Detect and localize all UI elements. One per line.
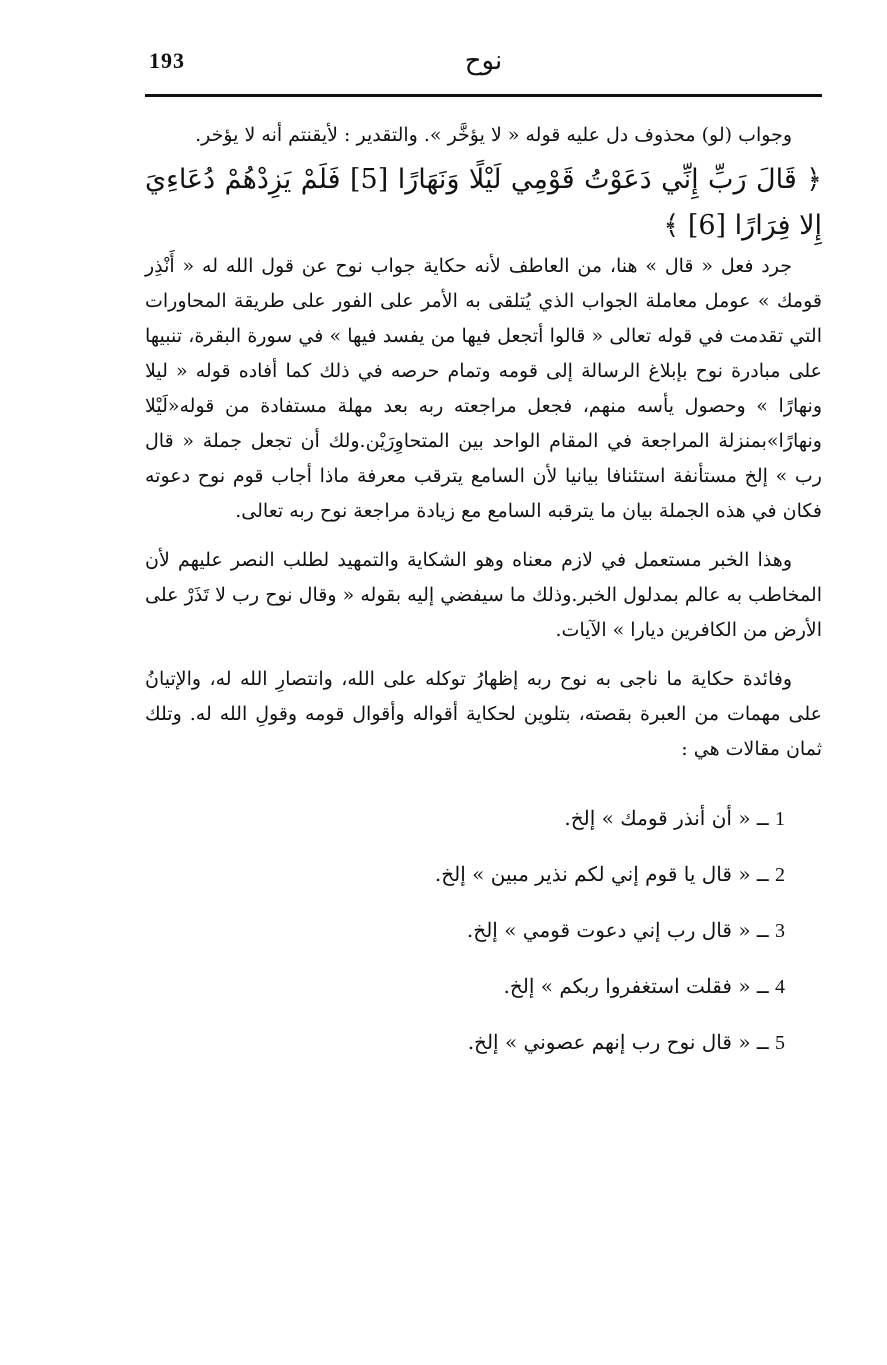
main-text: [145, 118, 822, 1071]
list-item: [145, 959, 822, 1015]
paragraph-commentary-3: وفائدة حكاية ما ناجى به نوح ربه إظهارُ توكله على الله، وانتصارِ الله له، والإتيانُ على مهمات من العبرة بقصته، بتلوين لحكاية أقواله وأقوال قومه وقولِ الله له. وتلك ثمان مقالات هي :: [145, 668, 822, 760]
list-item-number: 4: [775, 976, 785, 998]
intro-paragraph: وجواب (لو) محذوف دل عليه قوله « لا يؤخَّر ». والتقدير : لأيقنتم أنه لا يؤخر.: [195, 124, 792, 146]
list-item: [145, 847, 822, 903]
list-item-text: ــ « أن أنذر قومك » إلخ.: [564, 806, 769, 830]
list-item-number: 5: [775, 1032, 785, 1054]
running-title: نوح: [464, 46, 503, 76]
header-rule: [145, 94, 822, 97]
list-item-number: 3: [775, 920, 785, 942]
list-item: [145, 791, 822, 847]
quran-verse: ﴿ قَالَ رَبِّ إِنِّي دَعَوْتُ قَوْمِي لَيْلًا وَنَهَارًا [5] فَلَمْ يَزِدْهُمْ دُعَاءِيَ إِلا فِرَارًا [6] ﴾: [145, 164, 822, 241]
list-item-number: 1: [775, 808, 785, 830]
list-item: [145, 903, 822, 959]
list-item-number: 2: [775, 864, 785, 886]
list-item-text: ــ « فقلت استغفروا ربكم » إلخ.: [503, 974, 769, 998]
paragraph-commentary-1: جرد فعل « قال » هنا، من العاطف لأنه حكاية جواب نوح عن قول الله له « أَنْذِر قومك » عومل معاملة الجواب الذي يُتلقى به الأمر على الفور على طريقة المحاورات التي تقدمت في قوله تعالى « قالوا أتجعل فيها من يفسد فيها » في سورة البقرة، تنبيها على مبادرة نوح بإبلاغ الرسالة إلى قومه وتمام حرصه في ذلك كما أفاده قوله « ليلا ونهارًا » وحصول يأسه منهم، فجعل مراجعته ربه بعد مهلة مستفادة من قوله«لَيْلا ونهارًا»بمنزلة المراجعة في المقام الواحد بين المتحاوِرَيْن.ولك أن تجعل جملة « قال رب » إلخ مستأنفة استئنافا بيانيا لأن السامع يترقب معرفة ماذا أجاب قوم نوح دعوته فكان في هذه الجملة بيان ما يترقبه السامع مع زيادة مراجعة نوح ربه تعالى.: [145, 255, 822, 522]
page-header: [145, 40, 822, 90]
list-item-text: ــ « قال رب إني دعوت قومي » إلخ.: [466, 918, 769, 942]
page-number: 193: [149, 48, 185, 73]
sayings-list: [145, 791, 822, 1071]
list-item-text: ــ « قال يا قوم إني لكم نذير مبين » إلخ.: [434, 862, 769, 886]
list-item: [145, 1015, 822, 1071]
list-item-text: ــ « قال نوح رب إنهم عصوني » إلخ.: [467, 1030, 769, 1054]
paragraph-commentary-2: وهذا الخبر مستعمل في لازم معناه وهو الشكاية والتمهيد لطلب النصر عليهم لأن المخاطب به عالم بمدلول الخبر.وذلك ما سيفضي إليه بقوله « وقال نوح رب لا تَذَرْ على الأرض من الكافرين ديارا » الآيات.: [145, 549, 822, 641]
